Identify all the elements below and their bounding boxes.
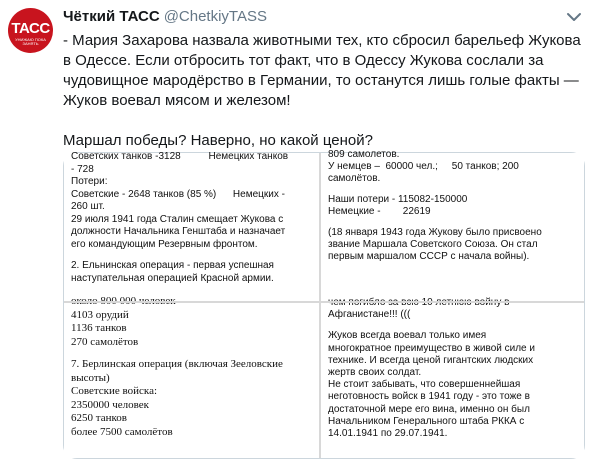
collage-line-spacer (328, 218, 584, 227)
collage-line-spacer (328, 321, 584, 330)
collage-text-line: 2. Ельнинская операция - первая успешная (71, 260, 274, 271)
collage-text-line: Не стоит забывать, что совершеннейшая (328, 379, 521, 391)
collage-text-line: 809 самолетов. (328, 149, 400, 160)
collage-line-spacer (71, 349, 316, 358)
collage-text-line: самолётов. (328, 173, 381, 184)
avatar-logo-subtext: УНИЖАЮ ПОКА ЗАНЯТЬ (15, 37, 46, 46)
collage-text-line: (18 января 1943 года Жукову было присвоено (328, 227, 542, 238)
collage-text-line: высоты) (71, 371, 110, 384)
collage-divider (319, 153, 321, 458)
collage-text-line: Немецкие - 22619 (328, 206, 431, 217)
collage-text-line: Потери: (71, 176, 108, 187)
collage-text-line: - 728 (71, 163, 94, 175)
collage-text-line: неготовность войск в 1941 году - это тоже в (328, 391, 530, 403)
collage-text-line: Наши потери - 115082-150000 (328, 194, 468, 205)
collage-text-line: 29 июля 1941 года Сталин смещает Жукова с (71, 213, 284, 225)
tweet-header (63, 7, 267, 27)
tweet-text (63, 31, 583, 151)
collage-line-spacer (328, 185, 584, 194)
collage-text-line: должности Начальника Генштаба и назначает (71, 226, 286, 237)
avatar-logo-text: ТАСС (11, 20, 50, 37)
collage-text-line: 270 самолётов (71, 335, 139, 348)
chevron-down-icon[interactable] (566, 11, 582, 23)
collage-text-line: более 7500 самолётов (71, 425, 173, 438)
collage-image-top-left[interactable] (64, 153, 319, 301)
collage-image-bottom-right[interactable] (321, 303, 584, 458)
collage-text-line: 2350000 человек (71, 398, 150, 411)
collage-text-line (328, 297, 584, 309)
collage-image-bottom-left[interactable] (64, 303, 319, 458)
avatar[interactable] (8, 8, 53, 53)
collage-text-line: 260 шт. (71, 201, 105, 212)
collage-text-line: звание Маршала Советского Союза. Он стал (328, 239, 538, 250)
collage-text-line: многократное преимущество в живой силе и (328, 342, 535, 354)
user-handle[interactable]: @ChetkiyTASS (163, 8, 267, 25)
collage-divider (64, 301, 584, 303)
tweet-paragraph: Маршал победы? Наверно, но какой ценой? (63, 132, 373, 149)
collage-text-line: технике. И всегда ценой гигантских людских (328, 354, 534, 366)
collage-line-spacer (71, 251, 316, 260)
collage-text-line: 4103 орудий (71, 308, 129, 321)
image-collage[interactable] (63, 149, 585, 459)
tweet-paragraph: - Мария Захарова назвала животными тех, кто сбросил барельеф Жукова в Одессе. Если отбросить тот факт, что в Одессу Жукова сослали за чудовищное мародёрство в Германии, то останутся лишь голые факты — Жуков воевал мясом и железом! (63, 32, 581, 109)
collage-text-line: его командующим Резервным фронтом. (71, 238, 258, 250)
collage-text-line: Афганистане!!! ((( (328, 309, 411, 321)
collage-text-line: достаточной мере его вина, именно он был (328, 403, 530, 415)
collage-text-line: первым маршалом СССР с начала войны). (328, 251, 530, 262)
collage-text-line: 6250 танков (71, 412, 127, 424)
collage-text-line: наступательная операцией Красной армии. (71, 272, 274, 284)
collage-text-line: 1136 танков (71, 322, 127, 334)
collage-text-line: Советских танков -3128 Немецких танков (71, 151, 289, 162)
display-name[interactable]: Чёткий ТАСС (63, 8, 160, 25)
collage-text-line: 14.01.1941 по 29.07.1941. (328, 428, 448, 440)
collage-text-line: У немцев – 60000 чел.; 50 танков; 200 (328, 161, 519, 172)
collage-image-top-right[interactable] (321, 149, 584, 301)
collage-text-line: 7. Берлинская операция (включая Зееловские (71, 358, 283, 370)
collage-text-line: Начальником Генерального штаба РККА с (328, 415, 525, 427)
collage-text-line: Жуков всегда воевал только имея (328, 330, 487, 342)
collage-text-line: жертв своих солдат. (328, 367, 422, 379)
collage-text-line: Советские войска: (71, 385, 158, 397)
collage-text-line: Советские - 2648 танков (85 %) Немецких - (71, 188, 285, 200)
